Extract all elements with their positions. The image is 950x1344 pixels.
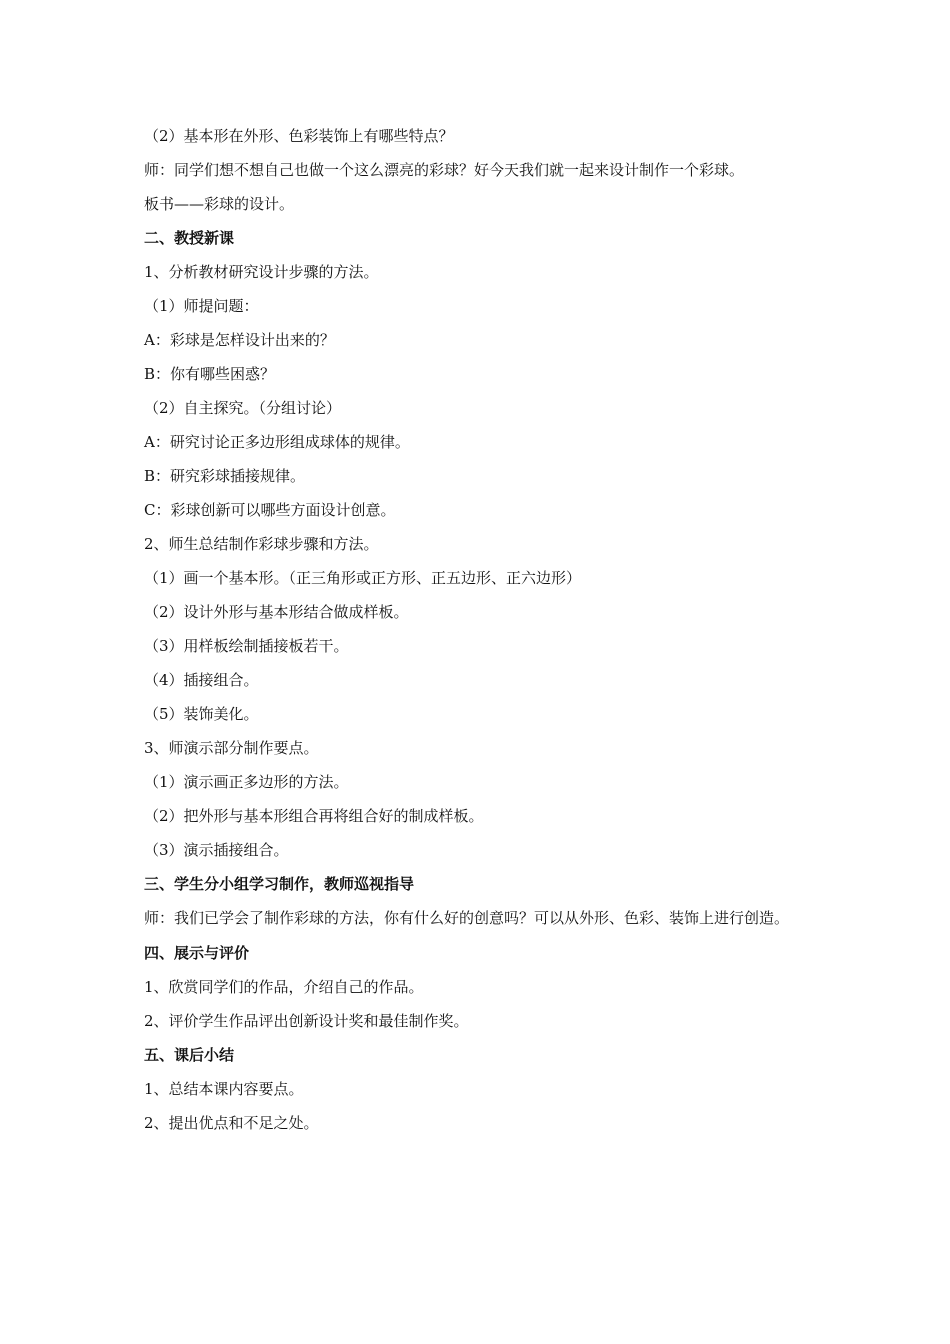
text-line: 2、提出优点和不足之处。 (144, 1114, 319, 1132)
text-line: 板书——彩球的设计。 (144, 195, 295, 213)
text-line: （1）师提问题： (144, 297, 259, 315)
text-line: （2）自主探究。（分组讨论） (144, 399, 342, 417)
text-line: 1、欣赏同学们的作品，介绍自己的作品。 (144, 978, 424, 996)
text-line: （2）设计外形与基本形结合做成样板。 (144, 603, 409, 621)
text-line: （2）基本形在外形、色彩装饰上有哪些特点？ (144, 127, 454, 145)
text-line: （2）把外形与基本形组合再将组合好的制成样板。 (144, 807, 484, 825)
document-body (144, 122, 824, 1143)
section-heading: 五、课后小结 (144, 1046, 235, 1064)
text-line: （1）画一个基本形。（正三角形或正方形、正五边形、正六边形） (144, 569, 582, 587)
text-line: （3）演示插接组合。 (144, 841, 289, 859)
text-line: 师：同学们想不想自己也做一个这么漂亮的彩球？好今天我们就一起来设计制作一个彩球。 (144, 161, 745, 179)
text-line: C：彩球创新可以哪些方面设计创意。 (144, 501, 396, 519)
text-line: B：研究彩球插接规律。 (144, 467, 306, 485)
section-heading: 三、学生分小组学习制作，教师巡视指导 (144, 875, 415, 893)
text-line: A：研究讨论正多边形组成球体的规律。 (144, 433, 410, 451)
text-paragraph: 师：我们已学会了制作彩球的方法，你有什么好的创意吗？可以从外形、色彩、装饰上进行创造。 (144, 909, 790, 927)
text-line: 2、师生总结制作彩球步骤和方法。 (144, 535, 379, 553)
text-line: （1）演示画正多边形的方法。 (144, 773, 349, 791)
text-line: 1、总结本课内容要点。 (144, 1080, 304, 1098)
text-line: A：彩球是怎样设计出来的？ (144, 331, 335, 349)
text-line: 2、评价学生作品评出创新设计奖和最佳制作奖。 (144, 1012, 469, 1030)
text-line: （3）用样板绘制插接板若干。 (144, 637, 349, 655)
text-line: （4）插接组合。 (144, 671, 259, 689)
text-line: （5）装饰美化。 (144, 705, 259, 723)
text-line: 1、分析教材研究设计步骤的方法。 (144, 263, 379, 281)
text-line: 3、师演示部分制作要点。 (144, 739, 319, 757)
section-heading: 二、教授新课 (144, 229, 235, 247)
text-line: B：你有哪些困惑？ (144, 365, 276, 383)
section-heading: 四、展示与评价 (144, 944, 250, 962)
